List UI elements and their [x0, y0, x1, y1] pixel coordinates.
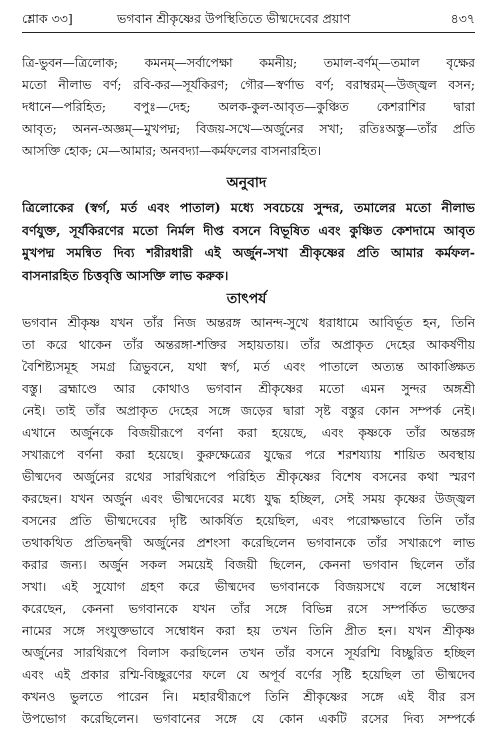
purport-line: করছেন। যখন অর্জুন এবং ভীষ্মদেবের মধ্যে যুদ্ধ হচ্ছিল, সেই সময় কৃষ্ণের উজ্জ্বল — [22, 491, 475, 506]
purport-line: অর্জুনের সারথিরূপে বিলাস করছিলেন তখন তাঁর বসনে সূর্যরশ্মি বিচ্ছুরিত হচ্ছিল — [22, 645, 475, 660]
synonyms-line: মতো নীলাভ বর্ণ; রবি-কর—সূর্যকিরণ; গৌর—স্বর্ণাভ বর্ণ; বরাম্বরম্—উজ্জ্বল বসন; — [22, 77, 475, 92]
purport-line: করার জন্য। অর্জুন সকল সময়েই বিজয়ী ছিলেন, কেননা ভগবান ছিলেন তাঁর — [22, 557, 475, 572]
purport-line: ভীষ্মদেব অর্জুনের রথের সারথিরূপে পরিহিত শ্রীকৃষ্ণের বিশেষ বসনের কথা স্মরণ — [22, 469, 475, 484]
translation-line: বর্ণযুক্ত, সূর্যকিরণের মতো নির্মল দীপ্ত বসনে বিভূষিত এবং কুঞ্চিত কেশদামে আবৃত — [22, 222, 475, 238]
purport-line: উপভোগ করেছিলেন। ভগবানের সঙ্গে যে কোন একটি রসের দিব্য সম্পর্কে — [22, 711, 475, 726]
purport-line: তা করে থাকেন তাঁর অন্তরঙ্গা-শক্তির সহায়তায়। তাঁর অপ্রাকৃত দেহের আকর্ষণীয় — [22, 337, 475, 352]
synonyms-line: আবৃত; অনন-অজ্ঞম্—মুখপদ্ম; বিজয়-সখে—অর্জুনের সখা; রতিঃঅস্তু—তাঁর প্রতি — [22, 121, 475, 136]
purport-line: ভগবান শ্রীকৃষ্ণ যখন তাঁর নিজ অন্তরঙ্গ আনন্দ-সুখে ধরাধামে আবির্ভূত হন, তিনি — [22, 315, 475, 330]
purport-line: নেই। তাই তাঁর অপ্রাকৃত দেহের সঙ্গে জড়ের দ্বারা সৃষ্ট বস্তুর কোন সম্পর্ক নেই। — [22, 403, 475, 418]
synonyms-section — [22, 52, 475, 162]
page-number: ৪৩৭ — [450, 11, 475, 26]
synonyms-line: আসক্তি হোক; মে—আমার; অনবদ্যা—কর্মফলের বাসনারহিত। — [22, 143, 322, 158]
purport-line: কখনও ভুলতে পারেন নি। মহারথীরূপে তিনি শ্রীকৃষ্ণের সঙ্গে এই বীর রস — [22, 689, 475, 704]
translation-line: বাসনারহিত চিত্তবৃত্তি আসক্তি লাভ করুক। — [22, 267, 229, 283]
translation-line: মুখপদ্ম সমন্বিত দিব্য শরীরধারী এই অর্জুন-সখা শ্রীকৃষ্ণের প্রতি আমার কর্মফল- — [22, 245, 475, 260]
purport-line: বস্তু। ব্রহ্মাণ্ডে আর কোথাও ভগবান শ্রীকৃষ্ণের মতো এমন সুন্দর অঙ্গশ্রী — [22, 381, 475, 396]
page-header — [22, 8, 475, 30]
purport-line: সখা। এই সুযোগ গ্রহণ করে ভীষ্মদেব ভগবানকে বিজয়সখে বলে সম্বোধন — [22, 579, 475, 594]
purport-line: করেছেন, কেননা ভগবানকে যখন তাঁর সঙ্গে বিভিন্ন রসে সম্পর্কিত ভক্তের — [22, 601, 475, 616]
purport-line: বৈশিষ্ট্যসমূহ সমগ্র ত্রিভুবনে, যথা স্বর্গ, মর্ত এবং পাতালে অত্যন্ত আকাঙ্ক্ষিত — [22, 359, 475, 374]
purport-line: সখারূপে বর্ণনা করা হয়েছে। কুরুক্ষেত্রের যুদ্ধের পরে শরশয্যায় শায়িত অবস্থায় — [22, 447, 475, 462]
purport-line: নামের সঙ্গে সংযুক্তভাবে সম্বোধন করা হয় তখন তিনি প্রীত হন। যখন শ্রীকৃষ্ণ — [22, 623, 475, 638]
translation-line: ত্রিলোকের (স্বর্গ, মর্ত এবং পাতাল) মধ্যে সবচেয়ে সুন্দর, তমালের মতো নীলাভ — [22, 200, 475, 215]
header-rule — [22, 32, 475, 33]
purport-line: এবং এই প্রকার রশ্মি-বিচ্ছুরণের ফলে যে অপূর্ব বর্ণের সৃষ্টি হয়েছিল তা ভীষ্মদেব — [22, 667, 475, 682]
purport-heading: তাৎপর্য — [226, 291, 267, 307]
chapter-title: ভগবান শ্রীকৃষ্ণের উপস্থিতিতে ভীষ্মদেবের প্রয়াণ — [117, 11, 351, 26]
purport-line: এখানে অর্জুনকে বিজয়ীরূপে বর্ণনা করা হয়েছে, এবং কৃষ্ণকে তাঁর অন্তরঙ্গ — [22, 425, 475, 440]
translation-section — [22, 197, 475, 287]
synonyms-line: ত্রি-ভুবন—ত্রিলোক; কমনম্—সর্বাপেক্ষা কমনীয়; তমাল-বর্ণম্—তমাল বৃক্ষের — [22, 55, 475, 70]
purport-section — [22, 312, 475, 730]
purport-line: তথাকথিত প্রতিদ্বন্দ্বী অর্জুনের প্রশংসা করেছিলেন ভগবানকে তাঁর সখারূপে লাভ — [22, 535, 475, 550]
synonyms-line: দধানে—পরিহিত; বপুঃ—দেহ; অলক-কুল-আবৃত—কুঞ্চিত কেশরাশির দ্বারা — [22, 99, 475, 114]
translation-heading: অনুবাদ — [226, 175, 267, 191]
verse-reference: শ্লোক ৩৩] — [22, 11, 73, 26]
purport-line: বসনের প্রতি ভীষ্মদেবের দৃষ্টি আকর্ষিত হয়েছিল, এবং পরোক্ষভাবে তিনি তাঁর — [22, 513, 475, 528]
